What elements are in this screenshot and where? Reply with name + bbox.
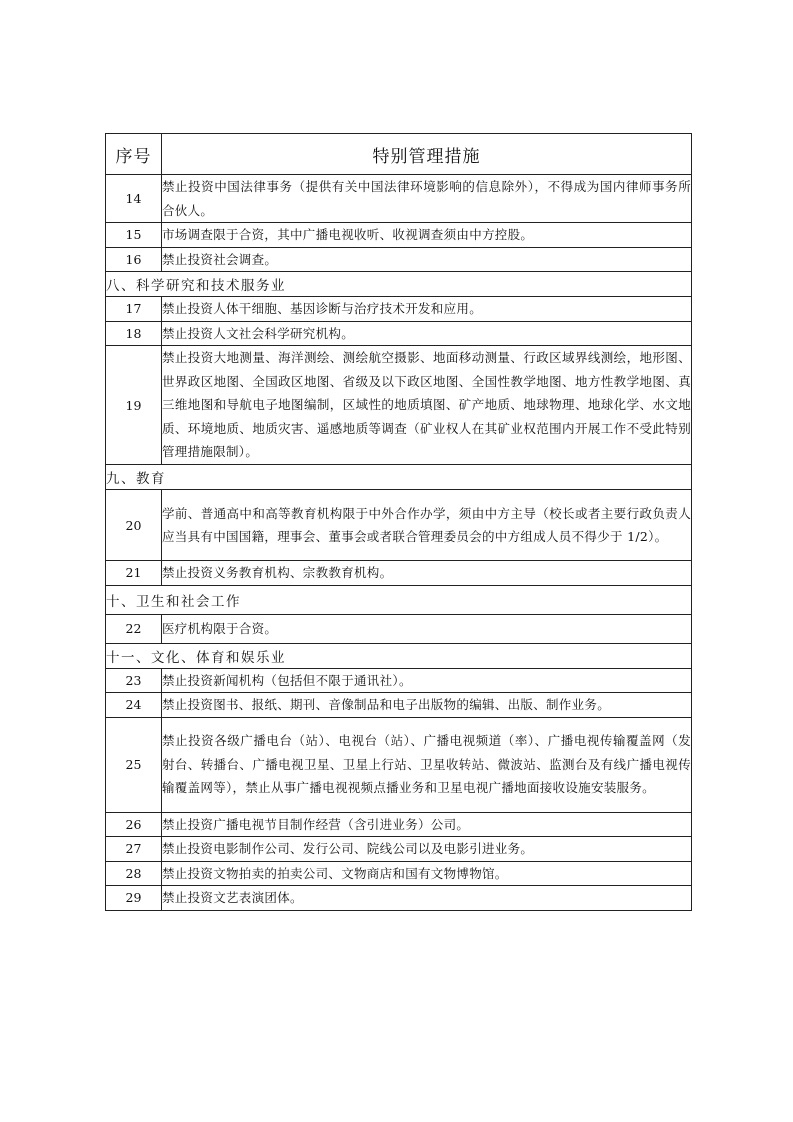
table-row — [106, 861, 692, 886]
measures-table — [105, 133, 692, 911]
table-header-row — [106, 134, 692, 175]
table-row — [106, 614, 692, 643]
row-number: 14 — [106, 175, 162, 223]
header-number: 序号 — [106, 134, 162, 175]
table-row — [106, 837, 692, 862]
table-row — [106, 886, 692, 911]
row-text: 禁止投资社会调查。 — [162, 247, 692, 272]
row-number: 28 — [106, 861, 162, 886]
row-text: 学前、普通高中和高等教育机构限于中外合作办学，须由中方主导（校长或者主要行政负责人应当具有中国国籍，理事会、董事会或者联合管理委员会的中方组成人员不得少于 1/2）。 — [162, 490, 692, 561]
row-number: 25 — [106, 717, 162, 812]
table-row — [106, 717, 692, 812]
row-text: 禁止投资新闻机构（包括但不限于通讯社）。 — [162, 668, 692, 693]
table-row — [106, 693, 692, 718]
section-heading: 十、卫生和社会工作 — [106, 585, 692, 614]
row-number: 19 — [106, 346, 162, 465]
row-number: 16 — [106, 247, 162, 272]
row-text: 禁止投资各级广播电台（站）、电视台（站）、广播电视频道（率）、广播电视传输覆盖网（发射台、转播台、广播电视卫星、卫星上行站、卫星收转站、微波站、监测台及有线广播电视传输覆盖网等），禁止从事广播电视视频点播业务和卫星电视广播地面接收设施安装服务。 — [162, 717, 692, 812]
row-text: 禁止投资电影制作公司、发行公司、院线公司以及电影引进业务。 — [162, 837, 692, 862]
row-number: 27 — [106, 837, 162, 862]
table-row — [106, 490, 692, 561]
row-text: 禁止投资文艺表演团体。 — [162, 886, 692, 911]
row-number: 24 — [106, 693, 162, 718]
section-heading: 九、教育 — [106, 465, 692, 490]
row-text: 禁止投资图书、报纸、期刊、音像制品和电子出版物的编辑、出版、制作业务。 — [162, 693, 692, 718]
row-text: 禁止投资广播电视节目制作经营（含引进业务）公司。 — [162, 812, 692, 837]
row-number: 21 — [106, 561, 162, 586]
row-number: 20 — [106, 490, 162, 561]
table-row — [106, 561, 692, 586]
section-row — [106, 585, 692, 614]
row-number: 23 — [106, 668, 162, 693]
row-number: 18 — [106, 321, 162, 346]
table-row — [106, 321, 692, 346]
row-text: 禁止投资中国法律事务（提供有关中国法律环境影响的信息除外），不得成为国内律师事务所合伙人。 — [162, 175, 692, 223]
table-row — [106, 247, 692, 272]
row-text: 禁止投资义务教育机构、宗教教育机构。 — [162, 561, 692, 586]
table-row — [106, 346, 692, 465]
table-row — [106, 812, 692, 837]
table-row — [106, 223, 692, 248]
row-number: 29 — [106, 886, 162, 911]
section-row — [106, 465, 692, 490]
header-measure: 特别管理措施 — [162, 134, 692, 175]
row-text: 禁止投资人体干细胞、基因诊断与治疗技术开发和应用。 — [162, 297, 692, 322]
table-row — [106, 668, 692, 693]
row-number: 17 — [106, 297, 162, 322]
table-row — [106, 297, 692, 322]
row-text: 禁止投资大地测量、海洋测绘、测绘航空摄影、地面移动测量、行政区域界线测绘，地形图、世界政区地图、全国政区地图、省级及以下政区地图、全国性教学地图、地方性教学地图、真三维地图和导航电子地图编制，区域性的地质填图、矿产地质、地球物理、地球化学、水文地质、环境地质、地质灾害、遥感地质等调查（矿业权人在其矿业权范围内开展工作不受此特别管理措施限制）。 — [162, 346, 692, 465]
row-number: 15 — [106, 223, 162, 248]
section-heading: 十一、文化、体育和娱乐业 — [106, 643, 692, 668]
row-number: 22 — [106, 614, 162, 643]
row-text: 医疗机构限于合资。 — [162, 614, 692, 643]
row-text: 禁止投资文物拍卖的拍卖公司、文物商店和国有文物博物馆。 — [162, 861, 692, 886]
row-text: 禁止投资人文社会科学研究机构。 — [162, 321, 692, 346]
section-heading: 八、科学研究和技术服务业 — [106, 272, 692, 297]
section-row — [106, 272, 692, 297]
row-text: 市场调查限于合资，其中广播电视收听、收视调查须由中方控股。 — [162, 223, 692, 248]
row-number: 26 — [106, 812, 162, 837]
table-row — [106, 175, 692, 223]
section-row — [106, 643, 692, 668]
